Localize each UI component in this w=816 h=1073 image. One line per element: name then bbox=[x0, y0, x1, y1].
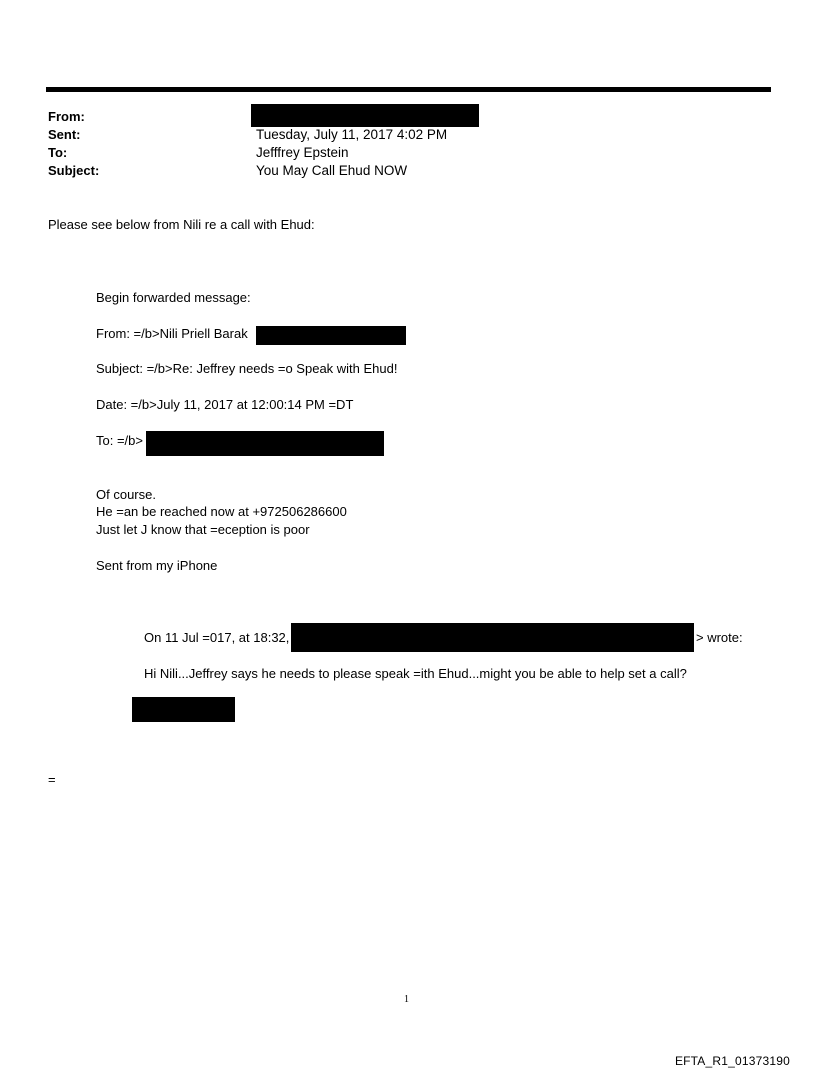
header-rule bbox=[46, 87, 771, 92]
forwarded-heading: Begin forwarded message: bbox=[96, 290, 251, 305]
bates-number: EFTA_R1_01373190 bbox=[674, 1054, 790, 1068]
page-number: 1 bbox=[404, 994, 409, 1005]
quoted-sender-redaction bbox=[291, 623, 694, 652]
intro-text: Please see below from Nili re a call with Ehud: bbox=[48, 217, 315, 232]
trailing-equals: = bbox=[48, 772, 56, 787]
sent-value: Tuesday, July 11, 2017 4:02 PM bbox=[256, 127, 448, 142]
reply-line-3: Just let J know that =eception is poor bbox=[96, 522, 310, 537]
quoted-signature-redaction bbox=[132, 697, 235, 722]
forwarded-from-line: From: =/b>Nili Priell Barak bbox=[96, 326, 248, 341]
forwarded-date-line: Date: =/b>July 11, 2017 at 12:00:14 PM =DT bbox=[96, 397, 354, 412]
signature-text: Sent from my iPhone bbox=[96, 558, 218, 573]
to-label: To: bbox=[48, 145, 68, 160]
reply-line-2: He =an be reached now at +972506286600 bbox=[96, 504, 347, 519]
forwarded-from-redaction bbox=[256, 326, 406, 345]
quoted-on-suffix: > wrote: bbox=[696, 630, 743, 645]
forwarded-subject-line: Subject: =/b>Re: Jeffrey needs =o Speak with Ehud! bbox=[96, 361, 398, 376]
quoted-message: Hi Nili...Jeffrey says he needs to please speak =ith Ehud...might you be able to help set a call? bbox=[144, 666, 687, 681]
reply-line-1: Of course. bbox=[96, 487, 156, 502]
subject-value: You May Call Ehud NOW bbox=[256, 163, 408, 178]
from-label: From: bbox=[48, 109, 85, 124]
sent-label: Sent: bbox=[48, 127, 81, 142]
subject-label: Subject: bbox=[48, 163, 100, 178]
forwarded-to-redaction bbox=[146, 431, 384, 456]
to-value: Jefffrey Epstein bbox=[256, 145, 349, 160]
forwarded-to-line: To: =/b> bbox=[96, 433, 143, 448]
quoted-on-prefix: On 11 Jul =017, at 18:32, bbox=[144, 630, 290, 645]
from-redaction bbox=[251, 104, 479, 127]
